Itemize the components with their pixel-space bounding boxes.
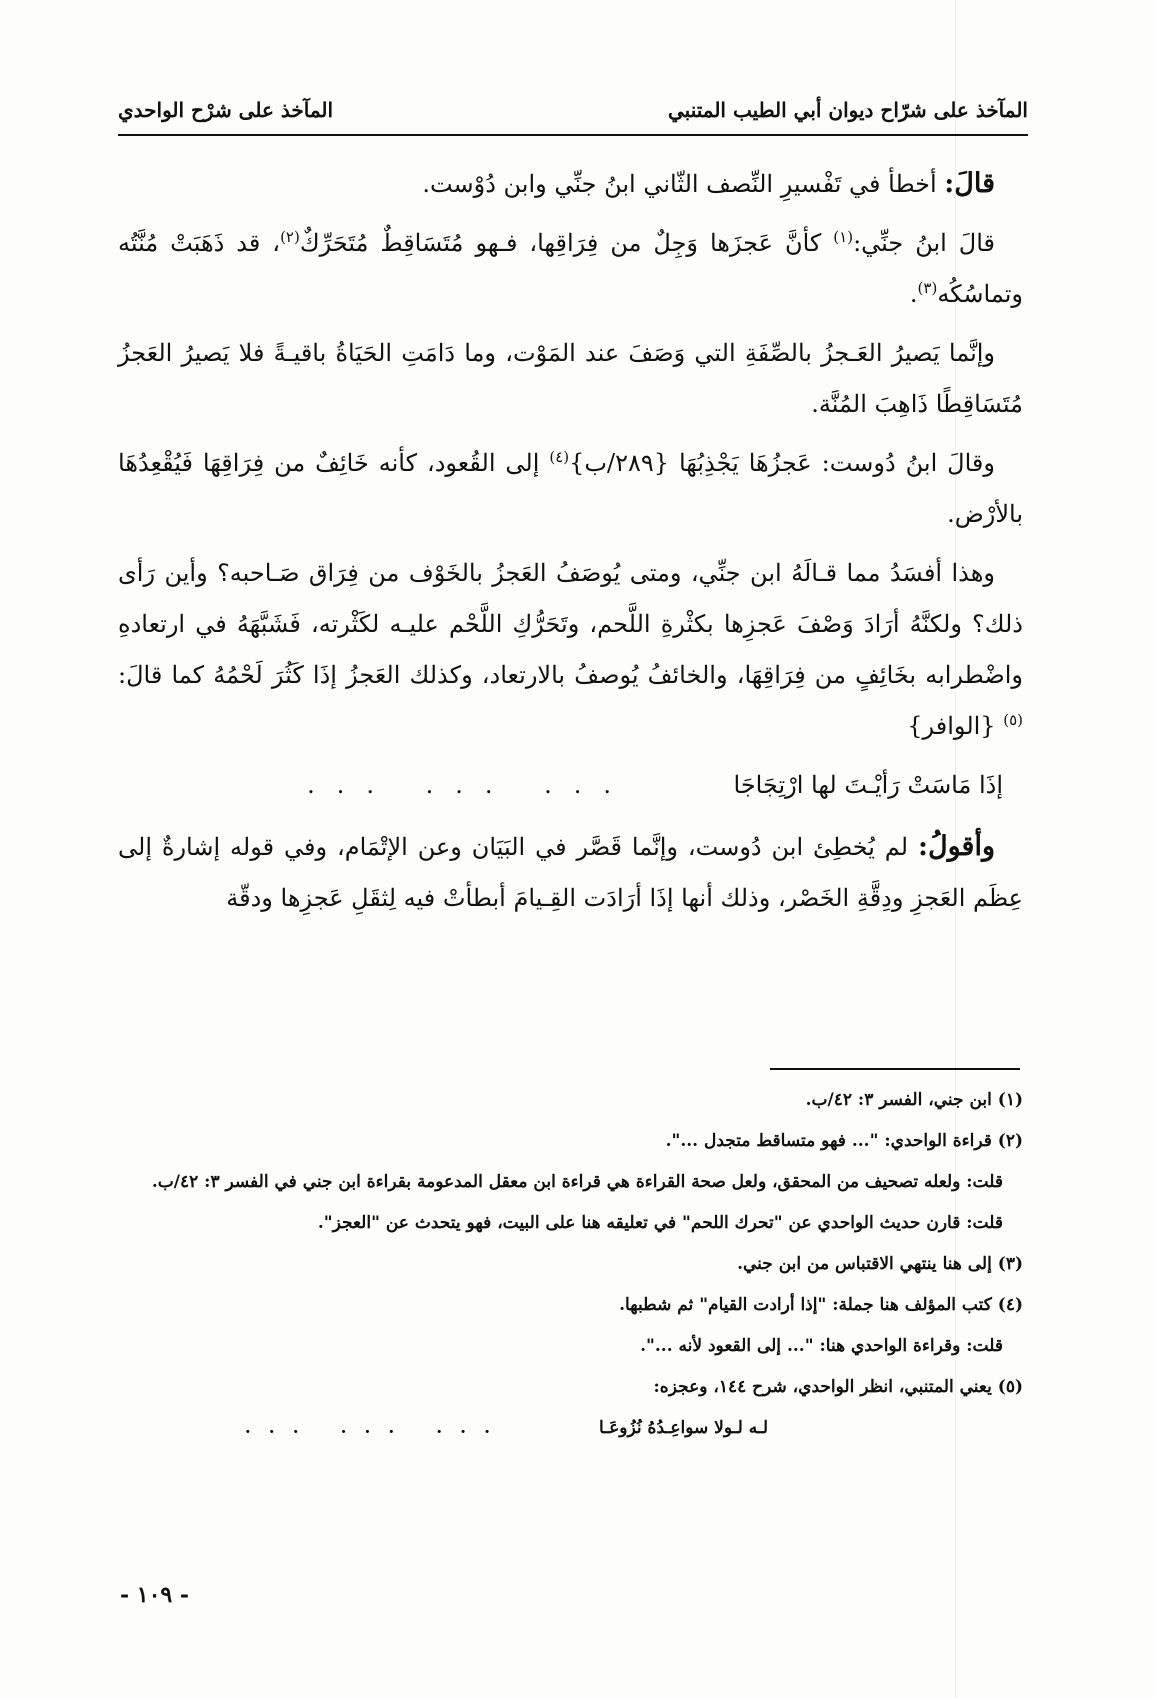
main-text [118,158,1023,932]
paragraph-lead-word: وأقولُ: [918,831,995,862]
footnote-ref-1: (١) [833,228,854,246]
header-section-title: المآخذ على شرْح الواحدي [118,98,334,122]
paragraph-text: وإنَّما يَصيرُ العَـجزُ بالصِّفَةِ التي وَصَفَ عند المَوْت، وما دَامَتِ الحَيَاةُ باقيـةً فلا يَصيرُ العَجزُ مُتَسَاقِطًا ذَاهِبَ المُنَّة. [118,339,1023,418]
footnote-separator [770,1068,1020,1070]
footnote-5: (٥) يعني المتنبي، انظر الواحدي، شرح ١٤٤، وعجزه: [653,1377,1023,1397]
footnote-ref-5: (٥) [1003,711,1023,729]
footnote-4-note: قلت: وقراءة الواحدي هنا: "... إلى القعود لأنه ...". [640,1336,1003,1356]
paragraph-text: لم يُخطِئ ابن دُوست، وإنَّما قَصَّر في البَيَان وعن الإتْمَام، وفي قوله إشارةٌ إلى عِظَم العَجزِ ودِقَّةِ الخَصْر، وذلك أنها إذَا أرَادَت القِـيامَ أبطأتْ فيه لِثقَلِ عَجزِها ودقّة [118,833,1023,912]
header-rule [118,134,1028,136]
footnote-4: (٤) كتب المؤلف هنا جملة: "إذا أرادت القيام" ثم شطبها. [619,1295,1023,1315]
footnote-2: (٢) قراءة الواحدي: "... فهو متساقط متجدل ...". [665,1131,1023,1151]
footnote-verse-ellipsis: ... ... ... [244,1418,508,1438]
footnote-2-note: قلت: ولعله تصحيف من المحقق، ولعل صحة القراءة هي قراءة ابن معقل المدعومة بقراءة ابن جني في الفسر ٣: ٤٢/ب. [151,1172,1003,1192]
footnote-ref-4: (٤) [549,448,570,466]
paragraph-text: إلى القُعود، كأنه خَائِفٌ من فِرَاقِهَا فَيُقْعِدُهَا بالأرْض. [118,449,1023,528]
footnote-ref-3: (٣) [917,279,938,297]
paragraph-2 [118,218,1023,320]
paragraph-text: كأنَّ عَجزَها وَجِلٌ من فِرَاقِها، فـهو مُتَسَاقِطٌ مُتَحَرِّكٌ [299,229,822,257]
paragraph-text: وقالَ ابنُ دُوست: عَجزُهَا يَجْذِبُهَا {٢٨٩/ب} [569,449,995,477]
paragraph-4 [118,438,1023,540]
poetic-meter: {الوافر} [907,712,996,740]
paragraph-5 [118,548,1023,752]
footnote-3: (٣) إلى هنا ينتهي الاقتباس من ابن جني. [737,1254,1023,1274]
footnote-2-note: قلت: قارن حديث الواحدي عن "تحرك اللحم" في تعليقه هنا على البيت، فهو يتحدث عن "العجز". [317,1213,1003,1233]
paragraph-text: . [909,280,918,308]
footnote-1: (١) ابن جني، الفسر ٣: ٤٢/ب. [805,1090,1023,1110]
paragraph-text: قالَ ابنُ جنِّي: [853,229,995,257]
footnotes [118,1083,1023,1445]
footnote-verse [118,1411,1023,1445]
page-number: - ١٠٩ - [120,1582,190,1608]
verse-second-hemistich: ... ... ... [307,771,633,799]
paragraph-text: أخطأ في تَفْسيرِ النِّصف الثّاني ابنُ جنِّي وابن دُوْست. [422,170,937,198]
running-header [118,90,1028,130]
paragraph-text: ، قد ذَهَبَتْ مُنَّتُه وتماسُكُه [118,229,1023,308]
paragraph-text: وهذا أفسَدُ مما قـالَهُ ابن جنِّي، ومتى يُوصَفُ العَجزُ بالخَوْف من فِرَاق صَـاحبه؟ وأين رَأى ذلك؟ ولكنَّهُ أرَادَ وَصْفَ عَجزِها بكثْرةِ اللَّحم، وتَحَرُّكِ اللَّحْم عليـه لكَثْرته، فَشَبَّهَهُ في ارتعادهِ واضْطرابه بخَائِفٍ من فِرَاقِهَا، والخائفُ يُوصفُ بالارتعاد، وكذلك العَجزُ إذَا كَثُرَ لَحْمُهُ كما قالَ: [118,559,1023,689]
paragraph-1 [118,158,1023,210]
verse-line [118,760,1023,811]
paragraph-3 [118,328,1023,430]
footnote-verse-hemistich: لـه لـولا سواعِـدُهُ نُزُوعَـا [599,1418,768,1438]
footnote-ref-2: (٢) [280,228,300,246]
paragraph-lead-word: قالَ: [944,168,995,199]
verse-first-hemistich: إذَا مَاسَتْ رَأيْـتَ لها ارْتِجَاجَا [733,771,1003,799]
paragraph-6 [118,821,1023,924]
header-book-title: المآخذ على شرّاح ديوان أبي الطيب المتنبي [668,98,1028,122]
